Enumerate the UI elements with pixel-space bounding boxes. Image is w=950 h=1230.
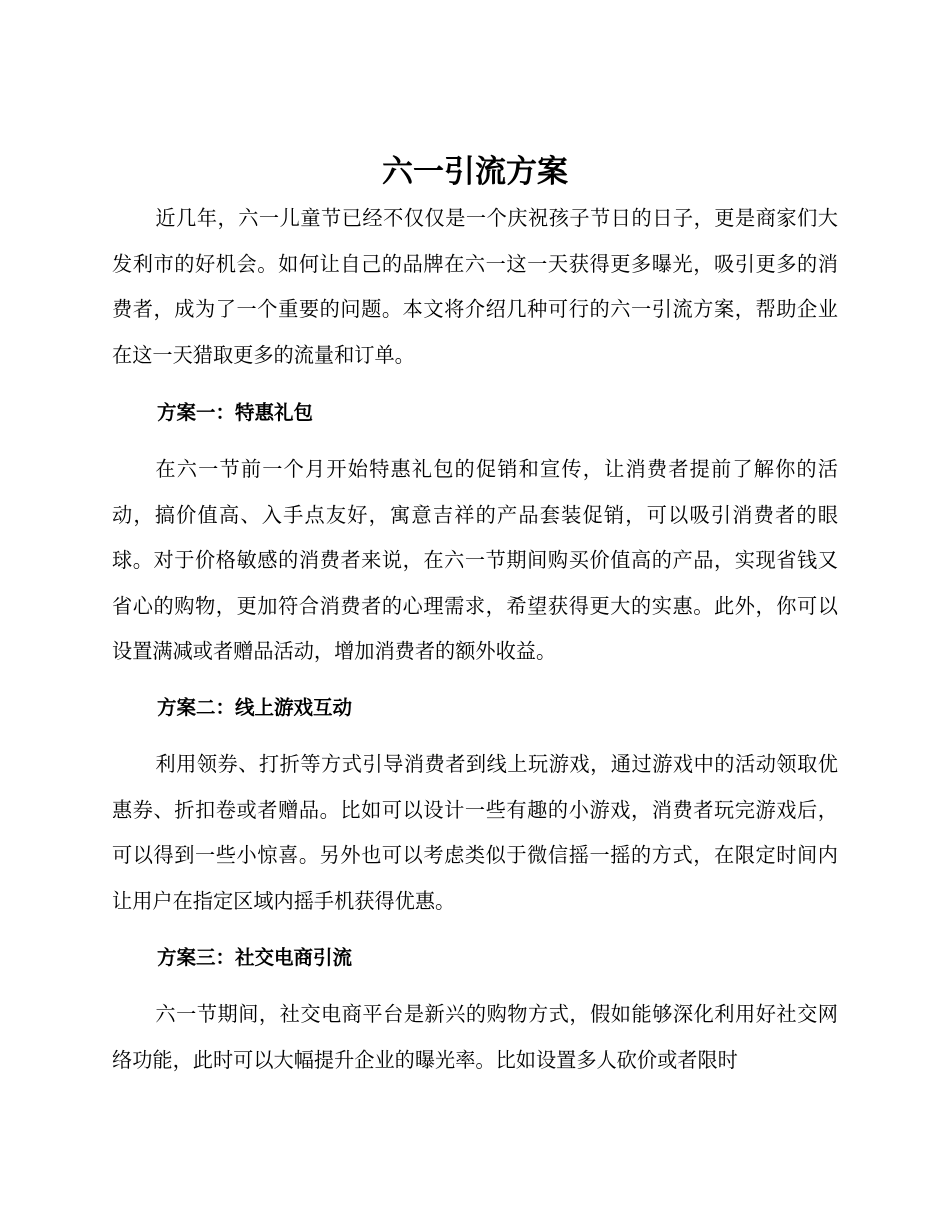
section-heading-online-game: 方案二：线上游戏互动 [157,696,353,719]
section-heading-social-commerce: 方案三：社交电商引流 [157,946,353,969]
section-body-gift-pack: 在六一节前一个月开始特惠礼包的促销和宣传，让消费者提前了解你的活动，搞价值高、入手点友好，寓意吉祥的产品套装促销，可以吸引消费者的眼球。对于价格敏感的消费者来说，在六一节期间购买价值高的产品，实现省钱又省心的购物，更加符合消费者的心理需求，希望获得更大的实惠。此外，你可以设置满减或者赠品活动，增加消费者的额外收益。 [112,457,838,663]
intro-paragraph: 近几年，六一儿童节已经不仅仅是一个庆祝孩子节日的日子，更是商家们大发利市的好机会。如何让自己的品牌在六一这一天获得更多曝光，吸引更多的消费者，成为了一个重要的问题。本文将介绍几种可行的六一引流方案，帮助企业在这一天猎取更多的流量和订单。 [112,206,838,367]
section-body-social-commerce: 六一节期间，社交电商平台是新兴的购物方式，假如能够深化利用好社交网络功能，此时可以大幅提升企业的曝光率。比如设置多人砍价或者限时 [112,1002,838,1072]
section-body-online-game: 利用领券、打折等方式引导消费者到线上玩游戏，通过游戏中的活动领取优惠券、折扣卷或者赠品。比如可以设计一些有趣的小游戏，消费者玩完游戏后，可以得到一些小惊喜。另外也可以考虑类似于微信摇一摇的方式，在限定时间内让用户在指定区域内摇手机获得优惠。 [112,752,838,913]
section-heading-gift-pack: 方案一：特惠礼包 [157,401,314,424]
document-title: 六一引流方案 [382,154,568,190]
